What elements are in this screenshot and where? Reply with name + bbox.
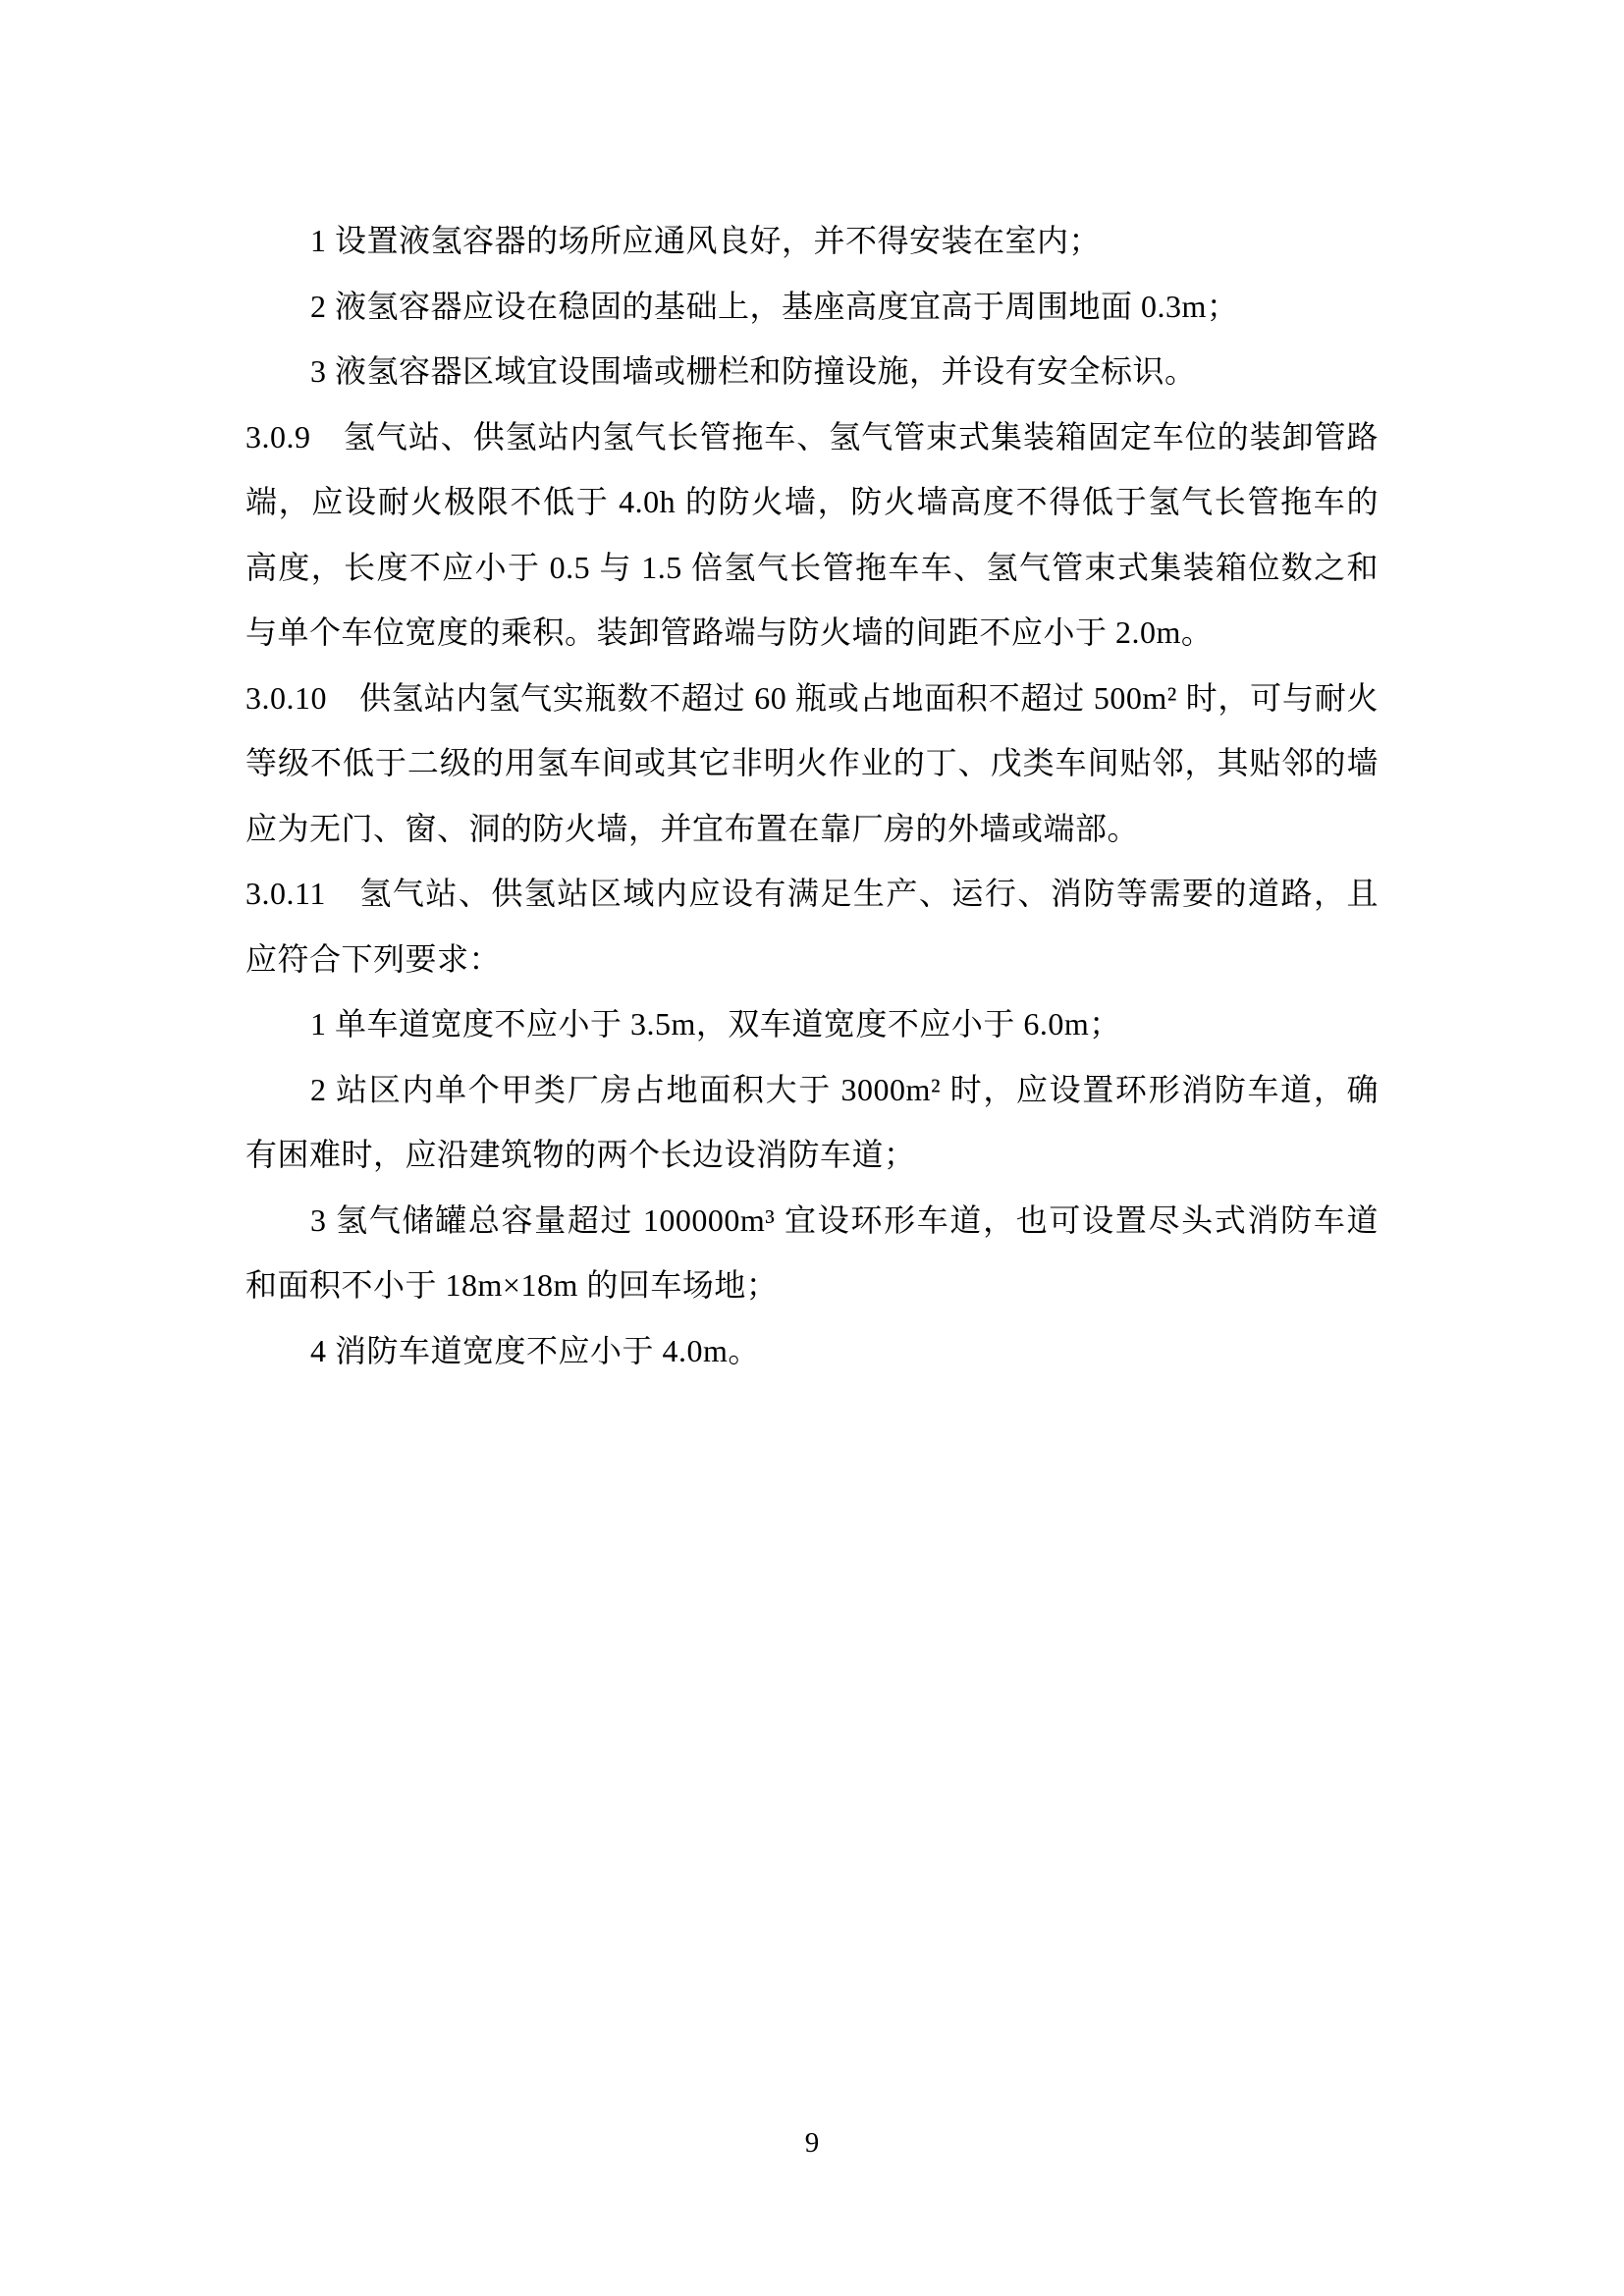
clause-3-0-10-line-2: 等级不低于二级的用氢车间或其它非明火作业的丁、戊类车间贴邻，其贴邻的墙 <box>245 745 1379 780</box>
list-item-3-storage-tank-line-1: 3 氢气储罐总容量超过 100000m³ 宜设环形车道，也可设置尽头式消防车道 <box>310 1201 1379 1238</box>
clause-3-0-9-line-3: 高度，长度不应小于 0.5 与 1.5 倍氢气长管拖车车、氢气管束式集装箱位数之和 <box>245 549 1379 585</box>
list-item-2-ring-fire-lane-line-2: 有困难时，应沿建筑物的两个长边设消防车道； <box>245 1137 916 1172</box>
list-item-1-liquid-hydrogen-ventilation: 1 设置液氢容器的场所应通风良好，并不得安装在室内； <box>310 223 1102 258</box>
clause-3-0-10-line-3: 应为无门、窗、洞的防火墙，并宜布置在靠厂房的外墙或端部。 <box>245 810 1140 846</box>
list-item-3-storage-tank-line-2: 和面积不小于 18m×18m 的回车场地； <box>245 1267 779 1303</box>
list-item-2-ring-fire-lane-line-1: 2 站区内单个甲类厂房占地面积大于 3000m² 时，应设置环形消防车道，确 <box>310 1071 1379 1107</box>
list-item-1-single-lane-width: 1 单车道宽度不应小于 3.5m，双车道宽度不应小于 6.0m； <box>310 1006 1121 1041</box>
list-item-2-liquid-hydrogen-foundation: 2 液氢容器应设在稳固的基础上，基座高度宜高于周围地面 0.3m； <box>310 288 1239 324</box>
page-number: 9 <box>804 2127 820 2159</box>
document-text-block <box>245 208 1379 1383</box>
list-item-3-liquid-hydrogen-fence: 3 液氢容器区域宜设围墙或栅栏和防撞设施，并设有安全标识。 <box>310 353 1197 389</box>
clause-3-0-9-line-4: 与单个车位宽度的乘积。装卸管路端与防火墙的间距不应小于 2.0m。 <box>245 614 1214 650</box>
clause-3-0-9-line-1: 3.0.9 氢气站、供氢站内氢气长管拖车、氢气管束式集装箱固定车位的装卸管路 <box>245 418 1379 454</box>
list-item-4-fire-lane-width: 4 消防车道宽度不应小于 4.0m。 <box>310 1332 760 1368</box>
clause-3-0-11-line-1: 3.0.11 氢气站、供氢站区域内应设有满足生产、运行、消防等需要的道路，且 <box>245 876 1379 911</box>
clause-3-0-11-line-2: 应符合下列要求： <box>245 940 502 977</box>
clause-3-0-9-line-2: 端，应设耐火极限不低于 4.0h 的防火墙，防火墙高度不得低于氢气长管拖车的 <box>245 484 1379 519</box>
clause-3-0-10-line-1: 3.0.10 供氢站内氢气实瓶数不超过 60 瓶或占地面积不超过 500m² 时，可与耐火 <box>245 679 1379 716</box>
